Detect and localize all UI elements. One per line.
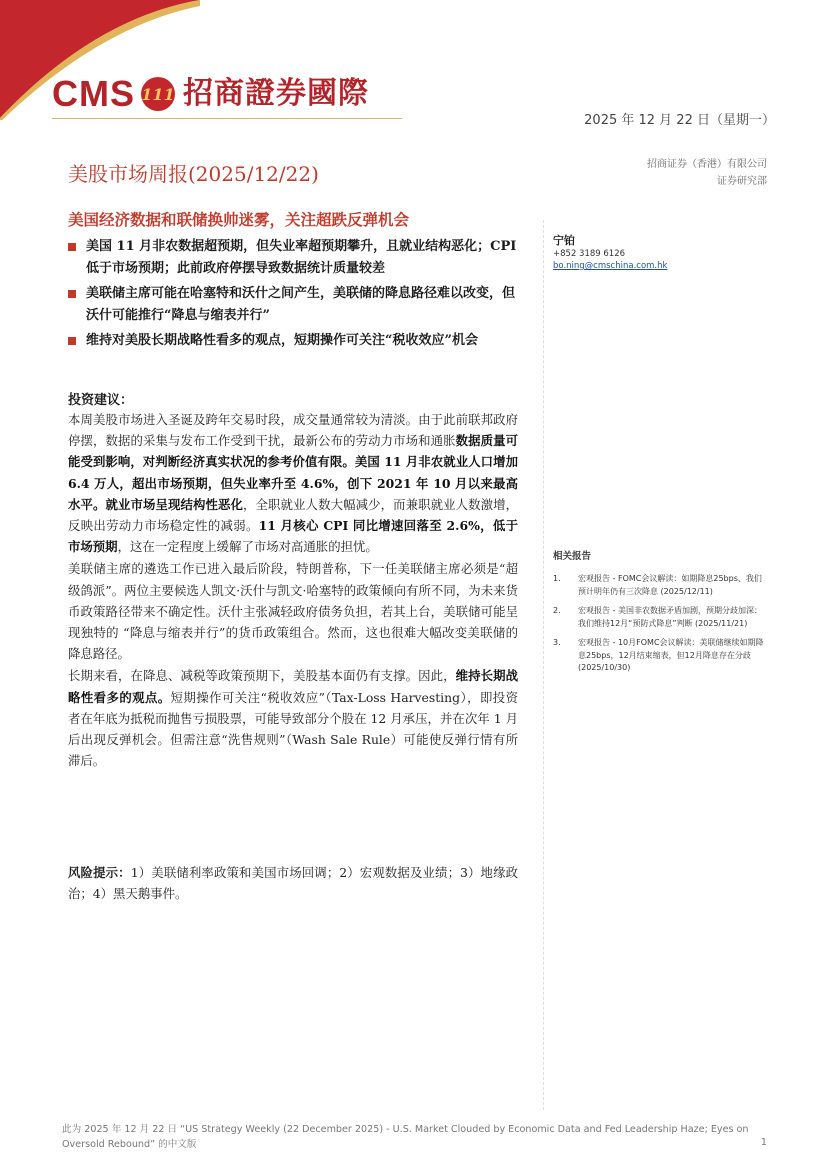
paragraph: 本周美股市场进入圣诞及跨年交易时段，成交量通常较为清淡。由于此前联邦政府停摆，数据的采集与发布工作受到干扰，最新公布的劳动力市场和通胀数据质量可能受到影响，对判断经济真实状况的参考价值有限。美国 11 月非农就业人口增加 6.4 万人，超出市场预期，但失业率升至 4.6%，创下 2021 年 10 月以来最高水平。就业市场呈现结构性恶化，全职就业人数大幅减少，而兼职就业人数激增，反映出劳动力市场稳定性的减弱。11 月核心 CPI 同比增速回落至 2.6%，低于市场预期，这在一定程度上缓解了市场对高通胀的担忧。 xyxy=(68,412,519,555)
analyst-phone: +852 3189 6126 xyxy=(553,249,626,259)
headline: 美国经济数据和联储换帅迷雾，关注超跌反弹机会 xyxy=(68,210,410,229)
logo-latin: CMS xyxy=(52,73,135,114)
related-reports-list xyxy=(553,573,765,682)
related-report-link[interactable]: 2. 宏观报告 - 美国非农数据矛盾加剧，预期分歧加深：我们维持12月“预防式降息”判断 (2025/11/21) xyxy=(553,606,762,628)
key-points xyxy=(68,236,518,355)
logo-emblem-icon: 111 xyxy=(141,77,175,111)
paragraph: 美联储主席的遴选工作已进入最后阶段，特朗普称，下一任美联储主席必须是“超级鸽派”。两位主要候选人凯文·沃什与凯文·哈塞特的政策倾向有所不同，为未来货币政策路径带来不确定性。沃什主张减轻政府债务负担，若其上台，美联储可能呈现独特的 “降息与缩表并行”的货币政策组合。然而，这也很难大幅改变美联储的降息路径。 xyxy=(68,561,518,662)
company-info xyxy=(647,156,767,190)
analyst-contact xyxy=(553,234,667,272)
analyst-email-link[interactable]: bo.ning@cmschina.com.hk xyxy=(553,261,668,271)
key-point: 美国 11 月非农数据超预期，但失业率超预期攀升，且就业结构恶化；CPI 低于市场预期；此前政府停摆导致数据统计质量较差 xyxy=(68,236,518,280)
related-report-link[interactable]: 3. 宏观报告 - 10月FOMC会议解读：美联储继续如期降息25bps，12月结束缩表，但12月降息存在分歧 (2025/10/30) xyxy=(553,638,764,672)
related-report-link[interactable]: 1. 宏观报告 - FOMC会议解读：如期降息25bps、我们预计明年仍有三次降息 (2025/12/11) xyxy=(553,574,762,596)
sidebar-divider xyxy=(543,220,544,1110)
bullet-square-icon xyxy=(68,243,76,251)
report-title: 美股市场周报(2025/12/22) xyxy=(68,162,319,186)
related-reports-heading: 相关报告 xyxy=(553,551,592,562)
investment-heading: 投资建议： xyxy=(68,393,134,408)
bullet-square-icon xyxy=(68,290,76,298)
page-number: 1 xyxy=(760,1137,767,1148)
department-name: 证券研究部 xyxy=(717,176,767,187)
key-point: 维持对美股长期战略性看多的观点，短期操作可关注“税收效应”机会 xyxy=(68,330,518,352)
report-date: 2025 年 12 月 22 日（星期一） xyxy=(584,113,775,128)
company-logo xyxy=(52,72,369,116)
paragraph: 长期来看，在降息、减税等政策预期下，美股基本面仍有支撑。因此，维持长期战略性看多的观点。短期操作可关注“税收效应”（Tax-Loss Harvesting），即投资者在年底为抵税而抛售亏损股票，可能导致部分个股在 12 月承压，并在次年 1 月后出现反弹机会。但需注意“洗售规则”（Wash Sale Rule）可能使反弹行情有所滞后。 xyxy=(68,668,519,769)
key-point: 美联储主席可能在哈塞特和沃什之间产生，美联储的降息路径难以改变，但沃什可能推行“降息与缩表并行” xyxy=(68,283,518,327)
risk-label: 风险提示： xyxy=(68,865,131,880)
risk-text: 1）美联储利率政策和美国市场回调；2）宏观数据及业绩；3）地缘政治；4）黑天鹅事件。 xyxy=(68,865,518,902)
company-name: 招商证券（香港）有限公司 xyxy=(647,159,767,170)
investment-body xyxy=(68,409,518,772)
risk-warning xyxy=(68,862,518,904)
logo-chinese: 招商證券國際 xyxy=(183,76,369,111)
bullet-square-icon xyxy=(68,337,76,345)
footer-note: 此为 2025 年 12 月 22 日 “US Strategy Weekly (22 December 2025) - U.S. Market Clouded by Economic Data and Fed Leadership Haze; Eyes on Oversold Rebound” 的中文版 xyxy=(62,1124,749,1150)
analyst-name: 宁铂 xyxy=(553,234,575,247)
logo-underline xyxy=(52,118,402,119)
